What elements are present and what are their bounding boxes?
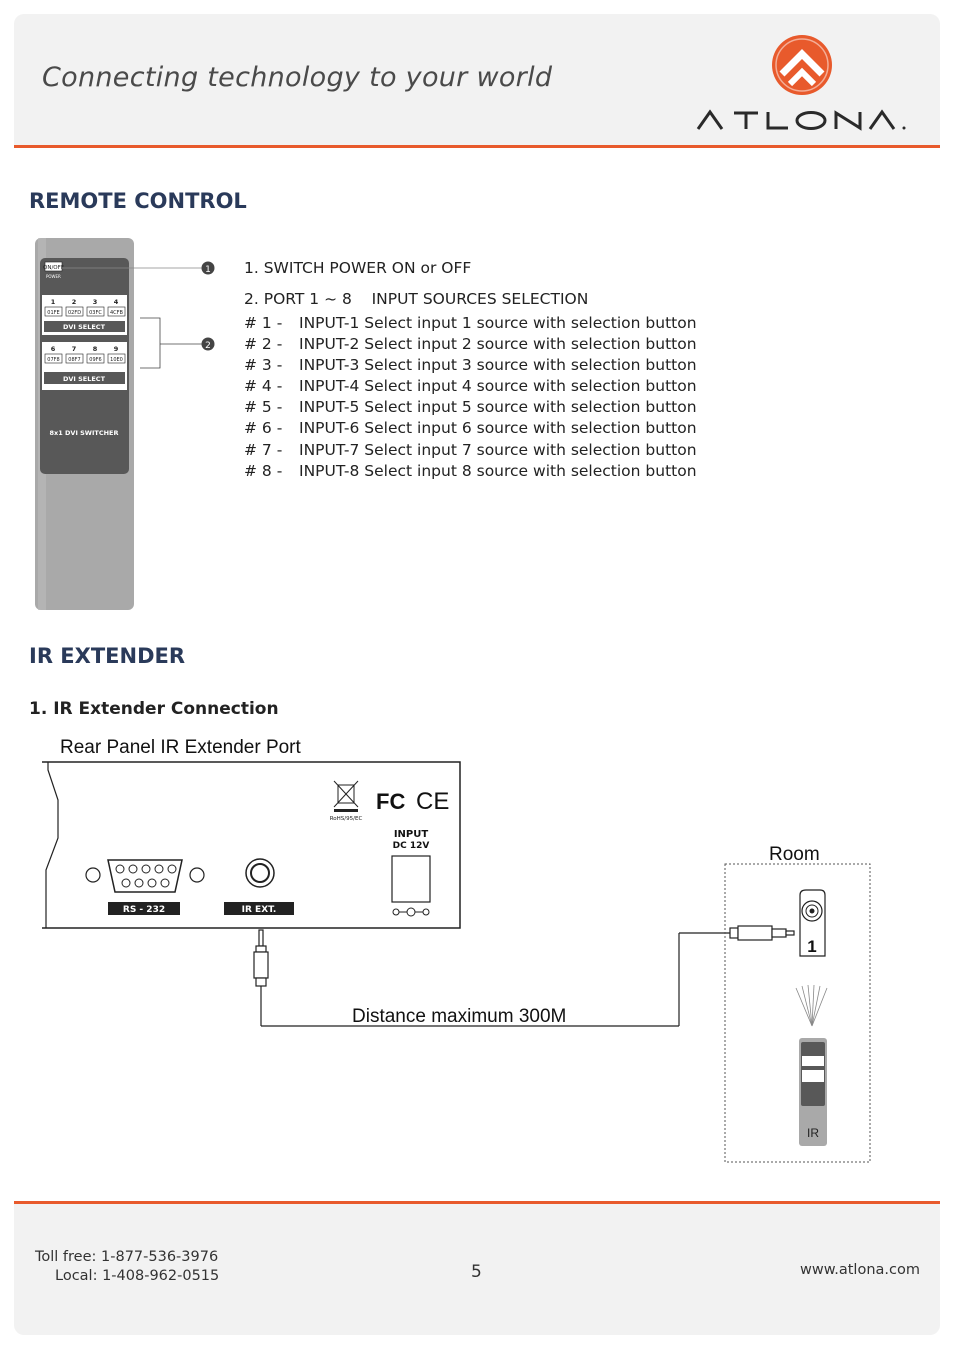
remote-button-label: 03FC <box>89 310 102 316</box>
local-number: Local: 1-408-962-0515 <box>55 1268 220 1284</box>
item-power: 1. SWITCH POWER ON or OFF <box>244 259 472 277</box>
remote-control-title: REMOTE CONTROL <box>29 189 247 213</box>
website-link[interactable]: www.atlona.com <box>800 1262 920 1278</box>
remote-number: 7 <box>71 345 77 353</box>
toll-free-number: Toll free: 1-877-536-3976 <box>35 1249 219 1265</box>
fc-mark: FC <box>376 789 406 814</box>
remote-number: 8 <box>92 345 98 353</box>
remote-button-label: 4CFB <box>110 310 123 316</box>
remote-button-label: 01FE <box>47 310 60 316</box>
remote-button-label: 08F7 <box>68 357 81 363</box>
dc-label: DC 12V <box>392 841 430 851</box>
distance-label: Distance maximum 300M <box>352 1006 567 1027</box>
input-label: INPUT <box>393 829 429 840</box>
power-button-label: ON/OFF <box>43 265 64 271</box>
ce-mark: CE <box>416 788 450 815</box>
ir-extender-diagram <box>30 730 880 1170</box>
rs232-label: RS - 232 <box>122 905 166 915</box>
remote-button-label: 07F8 <box>47 357 60 363</box>
remote-number: 2 <box>71 298 77 306</box>
list-item: # 3 - INPUT-3 Select input 3 source with selection button <box>244 356 697 375</box>
remote-button-label: 10E0 <box>110 357 123 363</box>
remote-number: 3 <box>92 298 98 306</box>
port-list <box>244 313 697 482</box>
list-item: # 8 - INPUT-8 Select input 8 source with selection button <box>244 461 697 480</box>
dvi-select-label: DVI SELECT <box>62 375 106 383</box>
remote-model-label: 8x1 DVI SWITCHER <box>49 429 119 437</box>
room-label: Room <box>769 844 820 865</box>
power-label: POWER <box>46 274 61 279</box>
rohs-label: RoHS/95/EC <box>329 816 363 822</box>
header-tagline: Connecting technology to your world <box>42 62 553 93</box>
remote-button-label: 02FD <box>67 310 82 316</box>
remote-control-illustration <box>32 236 232 614</box>
page-number: 5 <box>471 1262 482 1282</box>
dvi-select-label: DVI SELECT <box>62 323 106 331</box>
list-item: # 7 - INPUT-7 Select input 7 source with selection button <box>244 440 697 459</box>
receiver-number: 1 <box>807 937 817 956</box>
atlona-logo <box>694 34 914 136</box>
callout-1: 1 <box>205 265 211 275</box>
header-divider <box>14 145 940 148</box>
ir-ext-label: IR EXT. <box>241 905 277 915</box>
ir-connection-subtitle: 1. IR Extender Connection <box>29 699 279 719</box>
remote-button-label: 09F6 <box>89 357 102 363</box>
list-item: # 5 - INPUT-5 Select input 5 source with selection button <box>244 398 697 417</box>
list-item: # 4 - INPUT-4 Select input 4 source with selection button <box>244 377 697 396</box>
ir-extender-title: IR EXTENDER <box>29 644 186 668</box>
remote-number: 4 <box>113 298 119 306</box>
list-item: # 1 - INPUT-1 Select input 1 source with selection button <box>244 314 697 332</box>
remote-number: 9 <box>113 345 119 353</box>
list-item: # 2 - INPUT-2 Select input 2 source with selection button <box>244 335 697 354</box>
item-port-selection: 2. PORT 1 ~ 8 INPUT SOURCES SELECTION <box>244 290 589 308</box>
remote-number: 6 <box>50 345 56 353</box>
list-item: # 6 - INPUT-6 Select input 6 source with selection button <box>244 419 697 438</box>
rear-panel-title: Rear Panel IR Extender Port <box>60 737 301 758</box>
callout-2: 2 <box>205 341 211 351</box>
ir-remote-label: IR <box>807 1126 819 1140</box>
remote-number: 1 <box>50 298 56 306</box>
